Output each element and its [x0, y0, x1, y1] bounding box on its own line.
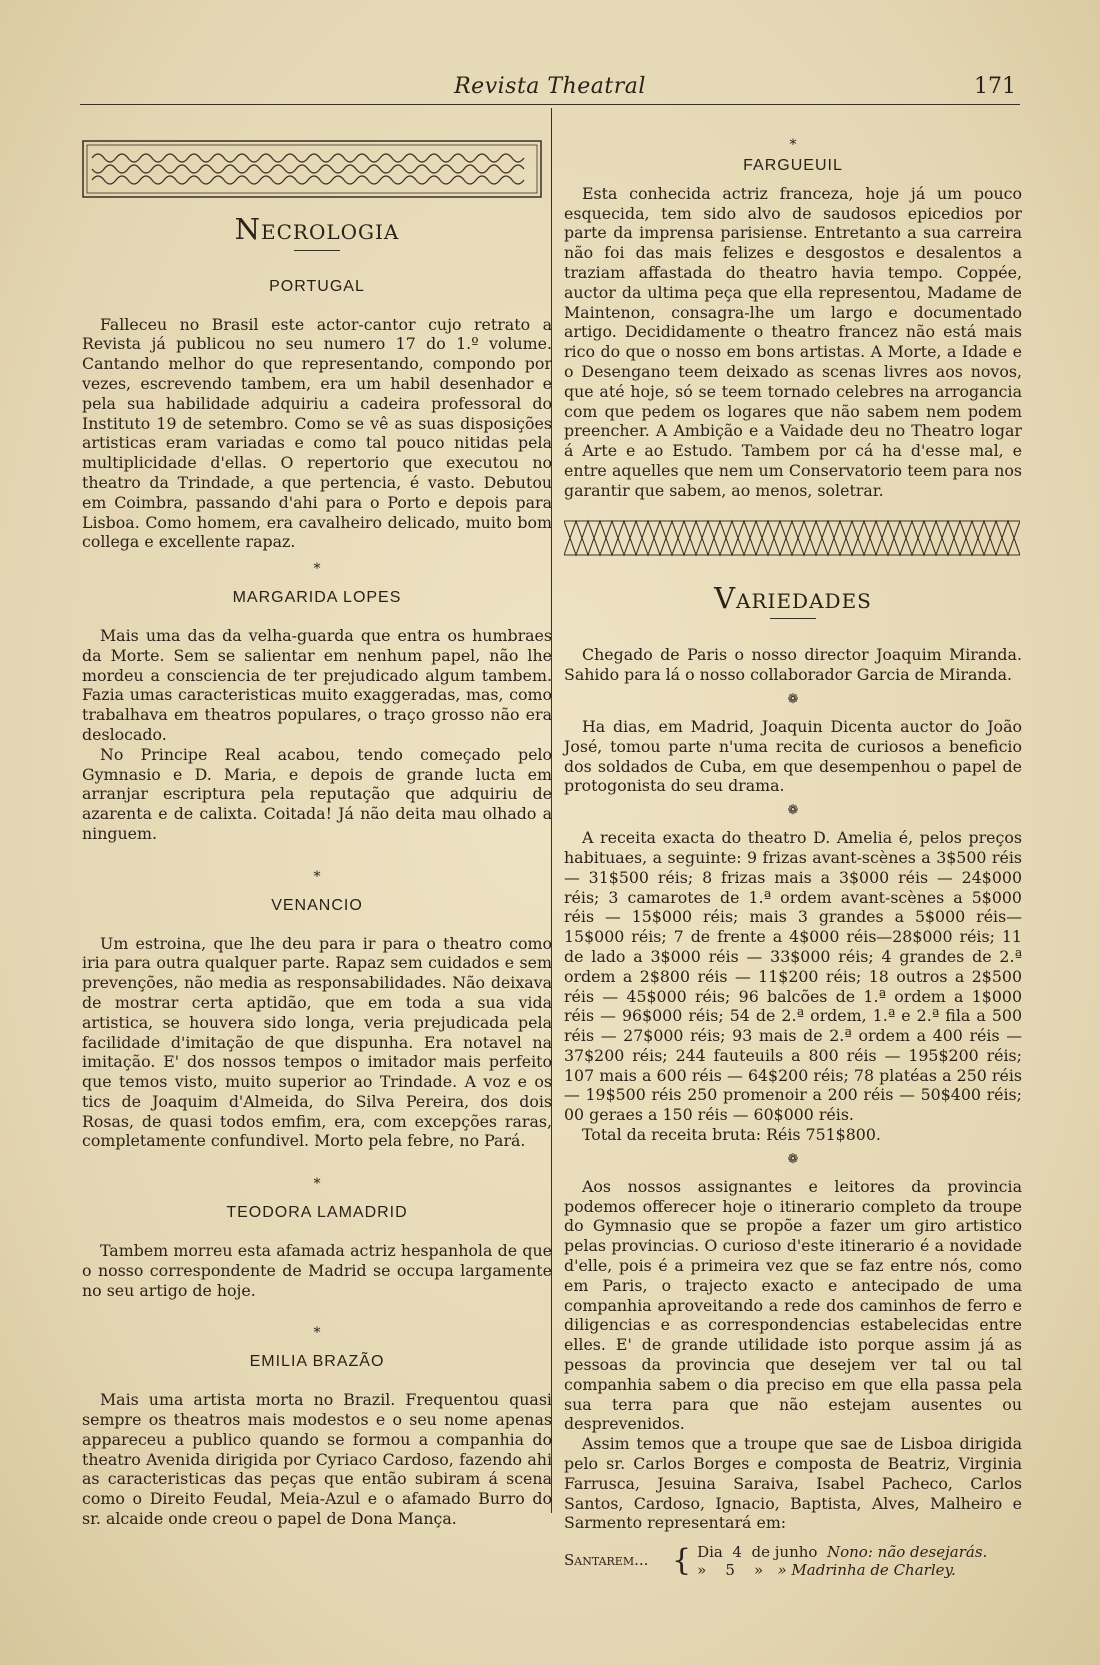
variety-item-4-p2: Assim temos que a troupe que sae de Lisboa dirigida pelo sr. Carlos Borges e composta de Beatriz, Virginia Farrusca, Jesuina Saraiva, Isabel Pacheco, Carlos Santos, Cardoso, Ignacio, Baptista, Alves, Malheiro e Sarmento representará em: — [564, 1434, 1022, 1533]
subheading-portugal: PORTUGAL — [269, 277, 365, 295]
star-separator: * — [313, 1176, 321, 1193]
star-separator: * — [313, 868, 321, 885]
variety-item-4-p1: Aos nossos assignantes e leitores da provincia podemos offerecer hoje o itinerario completo da troupe do Gymnasio que se propõe a fazer um giro artistico pelas provincias. O curioso d'este itinerario é a novidade d'elle, pois é a primeira vez que se faz entre nós, como em Paris, o trajecto exacto e antecipado de uma companhia aproveitando a rede dos caminhos de ferro e diligencias e as correspondencias estabelecidas entre elles. E' de grande utilidade isto porque assim já as pessoas da provincia que desejem ver tal ou tal companhia sabem o dia preciso em que ella passa pela sua terra para que não estejam ausentes ou desprevenidos. — [564, 1176, 1022, 1434]
obituary-venancio: Um estroina, que lhe deu para ir para o theatro como iria para outra qualquer parte. Rapaz sem cuidados e sem prevenções, não media as responsabilidades. Não deixava de mostrar certa aptidão, que em toda a sua vida artistica, se houvera sido longa, veria prejudicada pela facilidade d'imitação de que dispunha. Era notavel na imitação. E' dos nossos tempos o imitador mais perfeito que temos visto, muito superior ao Trindade. A voz e os tics de Joaquim d'Almeida, do Silva Pereira, dos dois Rosas, de quasi todos emfim, era, com excepções raras, completamente confundivel. Morto pela febre, no Pará. — [82, 933, 552, 1151]
running-title: Revista Theatral — [454, 74, 646, 99]
tour-itinerary — [564, 1543, 1022, 1579]
right-column — [564, 128, 1022, 1579]
star-separator: * — [313, 561, 321, 578]
brace-icon: { — [672, 1543, 692, 1579]
variety-item-1: Chegado de Paris o nosso director Joaquim Miranda. Sahido para lá o nosso collaborador Garcia de Miranda. — [564, 645, 1022, 685]
section-title-necrologia: Necrologia — [234, 212, 400, 246]
subheading-margarida-lopes: MARGARIDA LOPES — [232, 589, 402, 607]
tour-row: » 5 » » Madrinha de Charley. — [697, 1561, 956, 1580]
variety-item-2: Ha dias, em Madrid, Joaquin Dicenta auctor do João José, tomou parte n'uma recita de curiosos a beneficio dos soldados de Cuba, em que desempenhou o papel de protogonista do seu drama. — [564, 716, 1022, 796]
variety-item-3: A receita exacta do theatro D. Amelia é, pelos preços habituaes, a seguinte: 9 frizas avant-scènes a 3$500 réis — 31$500 réis; 8 frizas mais a 3$000 réis — 24$000 réis; 3 camarotes de 1.ª ordem avant-scènes a 5$000 réis — 15$000 réis; mais 3 grandes a 5$000 réis—15$000 réis; 7 de frente a 4$000 réis—28$000 réis; 11 de lado a 3$000 réis — 33$000 réis; 4 grandes de 2.ª ordem a 2$800 réis — 11$200 réis; 18 outros a 2$500 réis — 45$000 réis; 96 balcões de 1.ª ordem a 1$000 réis — 96$000 réis; 54 de 2.ª ordem, 1.ª e 2.ª fila a 500 réis — 27$000 réis; 93 mais de 2.ª ordem a 400 réis —37$200 réis; 244 fauteuils a 800 réis — 195$200 réis; 107 mais a 600 réis — 64$200 réis; 78 platéas a 250 réis — 19$500 réis 250 promenoir a 200 réis — 50$400 réis; 00 geraes a 150 réis — 60$000 réis. — [564, 828, 1022, 1125]
flower-separator: ❁ — [787, 691, 799, 707]
flower-separator: ❁ — [787, 803, 799, 819]
obituary-margarida-p1: Mais uma das da velha-guarda que entra os humbraes da Morte. Sem se salientar em nenhum papel, não lhe mordeu a consciencia de ter prejudicado algum tambem. Fazia umas caracteristicas muito exaggeradas, mas, como trabalhava em theatros populares, o traço grosso não era deslocado. — [82, 625, 552, 744]
obituary-portugal: Falleceu no Brasil este actor-cantor cujo retrato a Revista já publicou no seu numero 17 do 1.º volume. Cantando melhor do que representando, compondo por vezes, escrevendo tambem, era um habil desenhador e pela sua habilidade adquiriu a cadeira professoral do Instituto 19 de setembro. Como se vê as suas disposições artisticas eram variadas e como tal pouco nitidas pela multiplicidade d'ellas. O repertorio que executou no theatro da Trindade, a que pertencia, é vasto. Debutou em Coimbra, passando d'ahi para o Porto e depois para Lisboa. Como homem, era cavalheiro delicado, muito bom collega e excellente rapaz. — [82, 314, 552, 552]
variety-item-3-total: Total da receita bruta: Réis 751$800. — [582, 1125, 881, 1145]
star-separator: * — [313, 1325, 321, 1342]
subheading-emilia-brazao: EMILIA BRAZÃO — [249, 1353, 385, 1371]
subheading-fargueuil: FARGUEUIL — [743, 157, 843, 174]
subheading-venancio: VENANCIO — [271, 896, 363, 914]
page-number: 171 — [974, 74, 1016, 99]
short-rule — [770, 618, 816, 619]
obituary-teodora: Tambem morreu esta afamada actriz hespanhola de que o nosso correspondente de Madrid se occupa largamente no seu artigo de hoje. — [82, 1241, 552, 1300]
star-separator: * — [789, 137, 797, 153]
tour-city: Santarem... — [564, 1551, 649, 1570]
obituary-fargueuil: Esta conhecida actriz franceza, hoje já um pouco esquecida, tem sido alvo de saudosos epicedios por parte da imprensa parisiense. Entretanto a sua carreira não foi das mais felizes e desgostos e desalentos a traziam affastada do theatro havia tempo. Coppée, auctor da ultima peça que ella representou, Madame de Maintenon, consagra-lhe um largo e documentado artigo. Decididamente o theatro francez não está mais rico do que o nosso em bons artistas. A Morte, a Idade e o Desengano teem deixado as scenas livres aos novos, que até hoje, só se teem tornado celebres na arrogancia com que pedem os logares que não sabem nem podem preencher. A Ambição e a Vaidade deu no Theatro logar á Arte e ao Estudo. Tambem por cá ha d'esse mal, e entre aquelles que nem um Conservatorio teem para nos garantir que sabem, ao menos, soletrar. — [564, 183, 1022, 500]
left-column — [82, 140, 552, 1529]
flower-separator: ❁ — [787, 1151, 799, 1167]
short-rule — [294, 250, 340, 251]
ornamental-band-icon — [82, 140, 542, 198]
lattice-band-icon — [564, 509, 1020, 567]
tour-rows — [697, 1543, 987, 1579]
page-header — [80, 68, 1020, 105]
subheading-teodora-lamadrid: TEODORA LAMADRID — [226, 1204, 408, 1222]
tour-row: Dia 4 de junho Nono: não desejarás. — [697, 1543, 988, 1562]
section-title-variedades: Variedades — [714, 580, 872, 615]
obituary-emilia: Mais uma artista morta no Brazil. Frequentou quasi sempre os theatros mais modestos e o seu nome apenas appareceu a publico quando se formou a companhia do theatro Avenida dirigida por Cyriaco Cardoso, fazendo ahi as caracteristicas das peças que então subiram á scena como o Direito Feudal, Meia-Azul e o afamado Burro do sr. alcaide onde creou o papel de Dona Mança. — [82, 1390, 552, 1529]
obituary-margarida-p2: No Principe Real acabou, tendo começado pelo Gymnasio e D. Maria, e depois de grande lucta em arranjar escriptura pela reputação que adquiriu de azarenta e de calixta. Coitada! Já não deita mau olhado a ninguem. — [82, 744, 552, 843]
